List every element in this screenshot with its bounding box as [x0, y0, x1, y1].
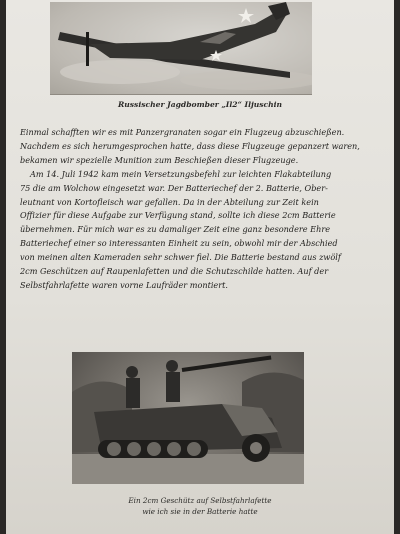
text-line: 75 die am Wolchow eingesetzt war. Der Batteriechef der 2. Batterie, Ober- — [20, 182, 328, 193]
book-page — [6, 0, 394, 534]
text-line: übernehmen. Für mich war es zu damaliger Zeit eine ganz besondere Ehre — [20, 224, 331, 235]
aircraft-photo — [50, 2, 312, 95]
text-line: leutnant von Kortofleisch war gefallen. Da in der Abteilung zur Zeit kein — [20, 196, 319, 207]
body-text — [20, 126, 392, 293]
text-line: von meinen alten Kameraden sehr schwer fiel. Die Batterie bestand aus zwölf — [20, 252, 341, 263]
top-photo-caption: Russischer Jagdbomber „Il2“ Iljuschin — [117, 100, 283, 109]
text-line: Nachdem es sich herumgesprochen hatte, dass diese Flugzeuge gepanzert waren, — [20, 140, 360, 151]
text-line: bekamen wir spezielle Munition zum Beschießen dieser Flugzeuge. — [20, 154, 299, 165]
text-line: Batteriechef einer so interessanten Einheit zu sein, obwohl mir der Abschied — [20, 238, 338, 249]
bottom-photo-caption — [6, 495, 394, 517]
halftrack-illustration — [72, 352, 304, 484]
text-line: Offizier für diese Aufgabe zur Verfügung stand, sollte ich diese 2cm Batterie — [20, 210, 336, 221]
aircraft-illustration — [50, 2, 312, 94]
text-line: 2cm Geschützen auf Raupenlafetten und die Schutzschilde hatten. Auf der — [20, 266, 329, 277]
vehicle-photo — [72, 352, 304, 484]
text-line: Einmal schafften wir es mit Panzergranaten sogar ein Flugzeug abzuschießen. — [20, 127, 345, 137]
caption-line: wie ich sie in der Batterie hatte — [142, 507, 258, 516]
text-line: Selbstfahrlafette waren vorne Laufräder montiert. — [20, 279, 228, 290]
caption-line: Ein 2cm Geschütz auf Selbstfahrlafette — [128, 496, 272, 505]
text-line: Am 14. Juli 1942 kam mein Versetzungsbefehl zur leichten Flakabteilung — [30, 168, 332, 179]
